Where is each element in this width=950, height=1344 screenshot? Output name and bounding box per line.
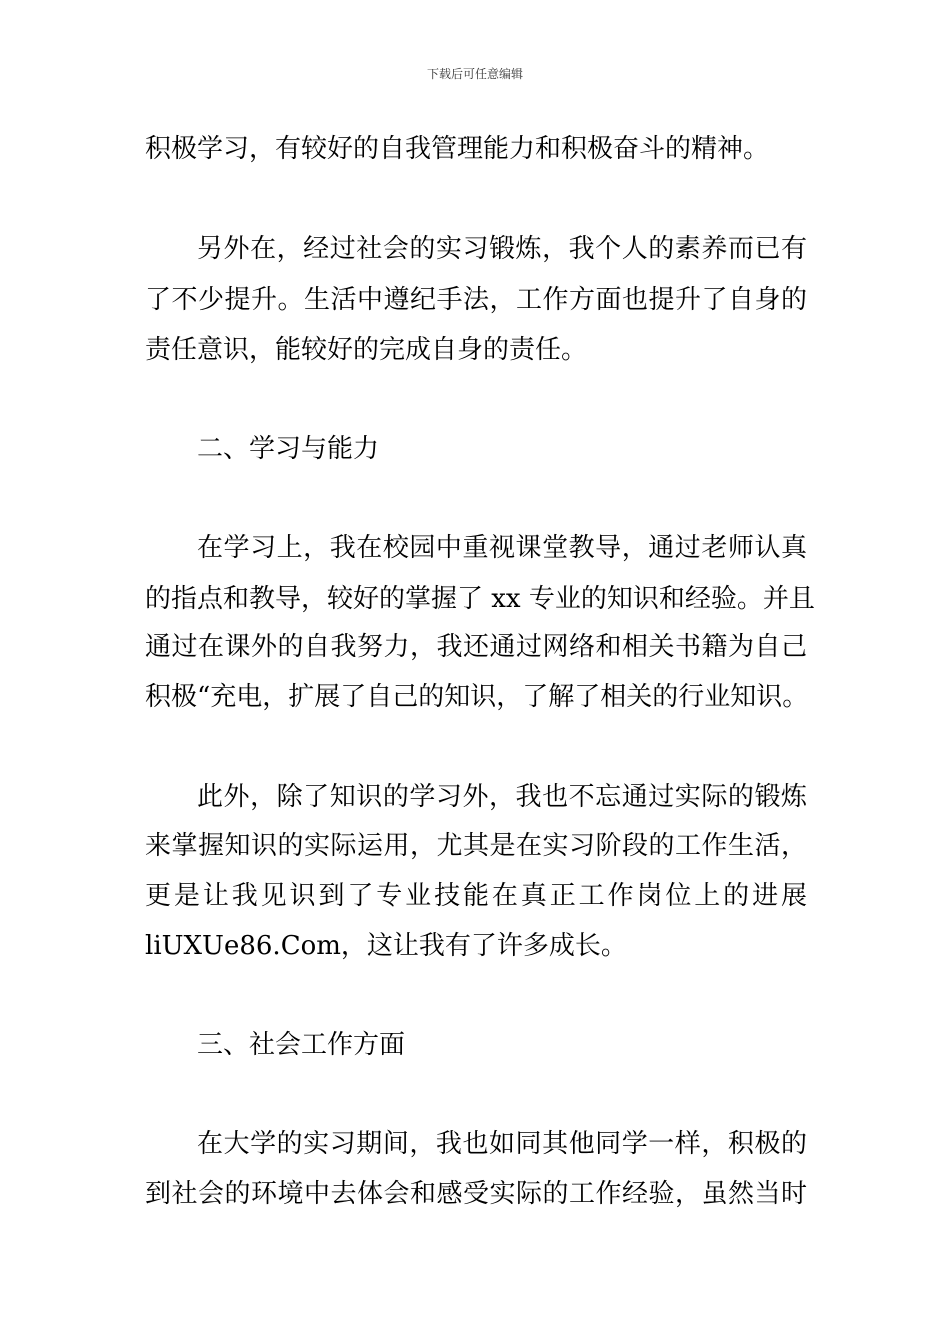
section-heading: 二、学习与能力 — [197, 434, 380, 464]
text-line: 来掌握知识的实际运用，尤其是在实习阶段的工作生活， — [145, 831, 807, 861]
text-line: 在学习上，我在校园中重视课堂教导，通过老师认真 — [197, 533, 807, 563]
text-line: 责任意识，能较好的完成自身的责任。 — [145, 335, 588, 365]
header-note: 下载后可任意编辑 — [426, 67, 523, 81]
text-line: liUXUe86.Com，这让我有了许多成长。 — [145, 931, 627, 961]
text-line: 另外在，经过社会的实习锻炼，我个人的素养而已有 — [197, 234, 807, 264]
text-line: 此外，除了知识的学习外，我也不忘通过实际的锻炼 — [197, 782, 807, 812]
text-line: 了不少提升。生活中遵纪手法，工作方面也提升了自身的 — [145, 285, 807, 315]
text-line: 积极“充电，扩展了自己的知识，了解了相关的行业知识。 — [145, 682, 809, 712]
text-line: 通过在课外的自我努力，我还通过网络和相关书籍为自己 — [145, 632, 807, 662]
text-line: 更是让我见识到了专业技能在真正工作岗位上的进展 — [145, 881, 807, 911]
text-line: 积极学习，有较好的自我管理能力和积极奋斗的精神。 — [145, 134, 770, 164]
text-line: 到社会的环境中去体会和感受实际的工作经验，虽然当时 — [145, 1179, 807, 1209]
section-heading: 三、社会工作方面 — [197, 1030, 406, 1060]
text-line: 在大学的实习期间，我也如同其他同学一样，积极的 — [197, 1129, 807, 1159]
text-line: 的指点和教导，较好的掌握了 xx 专业的知识和经验。并且 — [145, 584, 815, 614]
